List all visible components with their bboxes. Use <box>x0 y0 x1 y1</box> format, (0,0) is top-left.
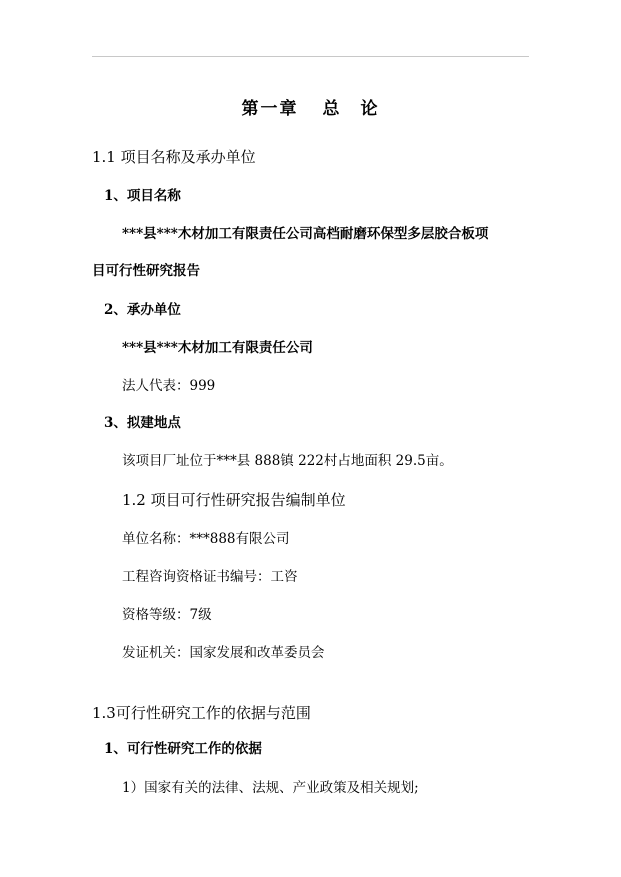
qualification-grade: 资格等级：7级 <box>122 607 212 623</box>
header-rule <box>92 56 529 57</box>
item-heading-basis: 1、可行性研究工作的依据 <box>104 741 262 757</box>
issuing-authority: 发证机关：国家发展和改革委员会 <box>122 645 325 661</box>
section-heading-1-3: 1.3可行性研究工作的依据与范围 <box>92 704 311 722</box>
section-heading-1-1: 1.1 项目名称及承办单位 <box>92 148 256 166</box>
chapter-title-number: 第一章 <box>241 99 299 119</box>
basis-item-1: 1）国家有关的法律、法规、产业政策及相关规划; <box>122 780 419 796</box>
project-name-line-2: 目可行性研究报告 <box>92 263 200 279</box>
certificate-number: 工程咨询资格证书编号：工咨 <box>122 569 298 585</box>
unit-name: 单位名称：***888有限公司 <box>122 531 290 547</box>
item-heading-project-name: 1、项目名称 <box>104 188 181 204</box>
location-text: 该项目厂址位于***县 888镇 222村占地面积 29.5亩。 <box>122 453 453 469</box>
section-heading-1-2: 1.2 项目可行性研究报告编制单位 <box>122 491 346 509</box>
legal-representative: 法人代表：999 <box>122 378 216 394</box>
undertaker-name: ***县***木材加工有限责任公司 <box>122 340 313 356</box>
chapter-title <box>0 101 621 118</box>
item-heading-undertaker: 2、承办单位 <box>104 302 181 318</box>
project-name-line-1: ***县***木材加工有限责任公司高档耐磨环保型多层胶合板项 <box>122 226 489 242</box>
item-heading-location: 3、拟建地点 <box>104 415 181 431</box>
chapter-title-text: 总 论 <box>322 99 380 119</box>
